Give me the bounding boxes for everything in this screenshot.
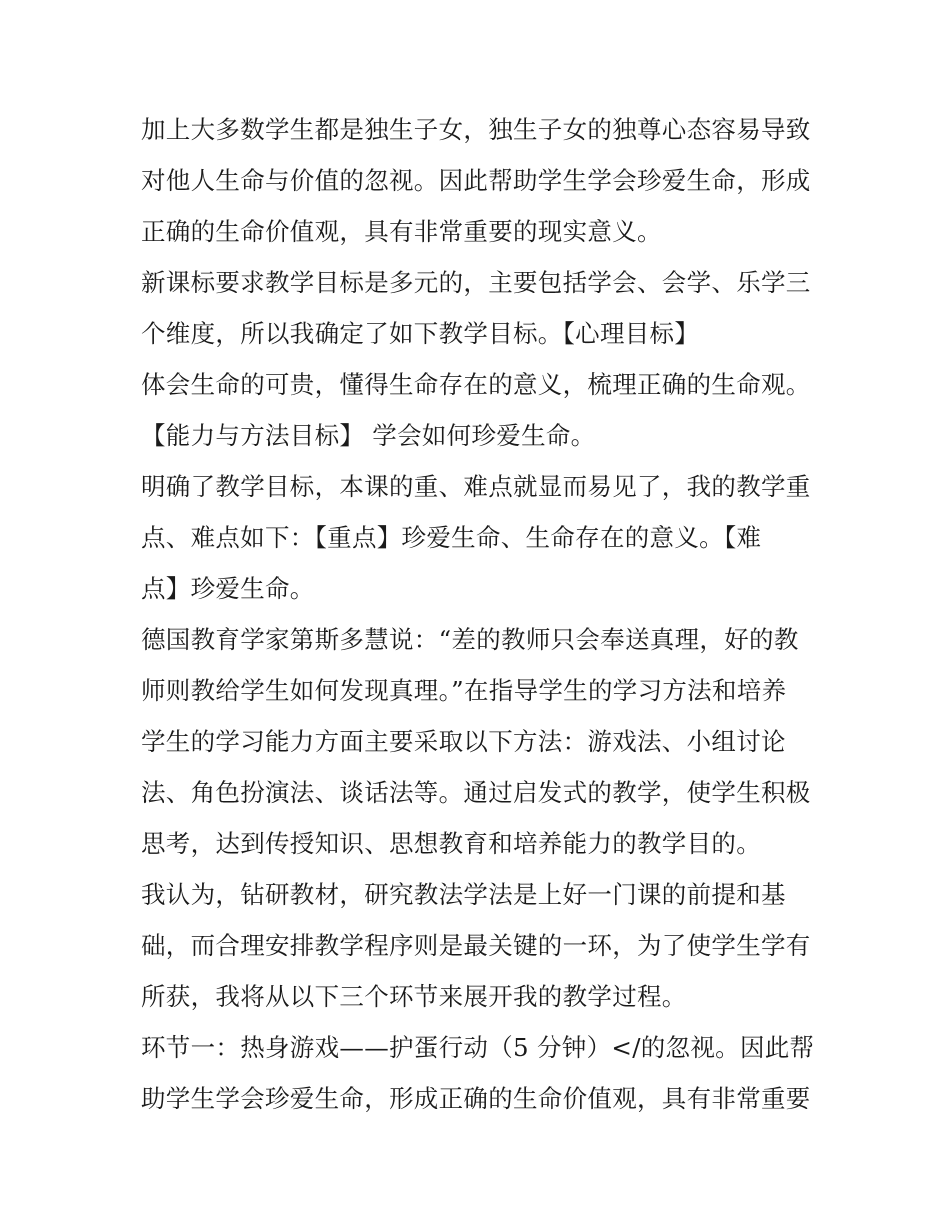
text-line-2: 对他人生命与价值的忽视。因此帮助学生学会珍爱生命，形成 (141, 166, 811, 195)
text-line-14: 法、角色扮演法、谈话法等。通过启发式的教学，使学生积极 (141, 778, 811, 807)
text-line-4: 新课标要求教学目标是多元的，主要包括学会、会学、乐学三 (141, 268, 811, 297)
text-line-6: 体会生命的可贵，懂得生命存在的意义，梳理正确的生命观。 (141, 370, 811, 399)
text-line-5: 个维度，所以我确定了如下教学目标。【心理目标】 (141, 319, 700, 348)
text-line-19: 环节一：热身游戏——护蛋行动（5 分钟）</的忽视。因此帮 (141, 1033, 815, 1062)
text-line-9: 点、难点如下：【重点】珍爱生命、生命存在的意义。【难 (141, 523, 762, 552)
text-line-10: 点】珍爱生命。 (141, 574, 315, 603)
text-line-17: 础，而合理安排教学程序则是最关键的一环，为了使学生学有 (141, 931, 811, 960)
text-line-12: 师则教给学生如何发现真理。”在指导学生的学习方法和培养 (141, 676, 787, 705)
text-line-11: 德国教育学家第斯多慧说：“差的教师只会奉送真理，好的教 (141, 625, 799, 654)
text-line-16: 我认为，钻研教材，研究教法学法是上好一门课的前提和基 (141, 880, 786, 909)
text-line-1: 加上大多数学生都是独生子女，独生子女的独尊心态容易导致 (141, 115, 811, 144)
text-line-15: 思考，达到传授知识、思想教育和培养能力的教学目的。 (141, 829, 761, 858)
text-line-18: 所获，我将从以下三个环节来展开我的教学过程。 (141, 982, 687, 1011)
text-line-20: 助学生学会珍爱生命，形成正确的生命价值观，具有非常重要 (141, 1084, 811, 1113)
text-line-3: 正确的生命价值观，具有非常重要的现实意义。 (141, 217, 662, 246)
text-line-7: 【能力与方法目标】 学会如何珍爱生命。 (141, 421, 596, 450)
text-line-8: 明确了教学目标，本课的重、难点就显而易见了，我的教学重 (141, 472, 811, 501)
document-body (141, 104, 821, 1124)
text-line-13: 学生的学习能力方面主要采取以下方法：游戏法、小组讨论 (141, 727, 786, 756)
